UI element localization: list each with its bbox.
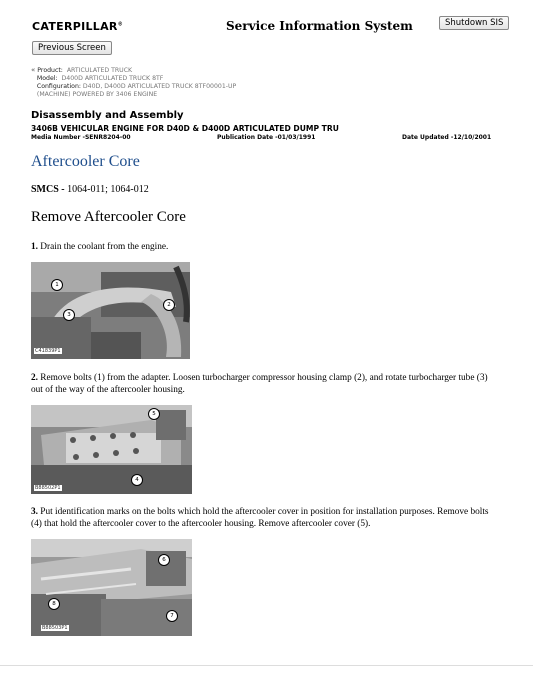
figure-3-photo [31,539,192,636]
product-info: « Product: ARTICULATED TRUCK Model: D400D ARTICULATED TRUCK 8TF Configuration: D40D, D400D ARTICULATED TRUCK 8TF00001-UP (MACHINE) POWERED BY 3406 ENGINE [31,66,237,98]
section-subtitle: 3406B VEHICULAR ENGINE FOR D40D & D400D ARTICULATED DUMP TRU [31,124,339,133]
callout-6: 6 [158,554,170,566]
page-heading: Aftercooler Core [31,153,140,170]
date-updated: Date Updated -12/10/2001 [402,134,492,141]
collapse-icon[interactable]: « [31,66,36,74]
callout-3: 3 [63,309,75,321]
caterpillar-logo: CATERPILLAR® [32,20,123,33]
step-1: 1. Drain the coolant from the engine. [31,242,169,252]
figure-2-photo [31,405,192,494]
callout-1: 1 [51,279,63,291]
figure-2-label: B88502P1 [35,485,61,491]
figure-3-label: B88503P1 [42,625,68,631]
section-title: Disassembly and Assembly [31,110,184,121]
callout-5: 5 [148,408,160,420]
procedure-title: Remove Aftercooler Core [31,209,186,225]
previous-screen-button[interactable]: Previous Screen [32,41,112,55]
shutdown-sis-button[interactable]: Shutdown SIS [439,16,509,30]
callout-4: 4 [131,474,143,486]
callout-7: 7 [166,610,178,622]
callout-2: 2 [163,299,175,311]
figure-1-photo [31,262,190,359]
step-2: 2. Remove bolts (1) from the adapter. Loosen turbocharger compressor housing clamp (2), and rotate turbocharger tube (3) out of the way of the aftercooler housing. [31,373,488,395]
media-number: Media Number -SENR8204-00 [31,134,131,141]
step-3: 3. Put identification marks on the bolts which hold the aftercooler cover in position for installation purposes. Remove bolts (4) that hold the aftercooler cover to the aftercooler housing. Remove aftercooler cover (5). [31,507,489,529]
system-title: Service Information System [226,19,413,33]
figure-1-label: C41839P1 [35,348,61,354]
smcs-code: SMCS - 1064-011; 1064-012 [31,184,149,195]
page-divider [0,665,533,666]
publication-date: Publication Date -01/03/1991 [217,134,316,141]
callout-8: 8 [48,598,60,610]
